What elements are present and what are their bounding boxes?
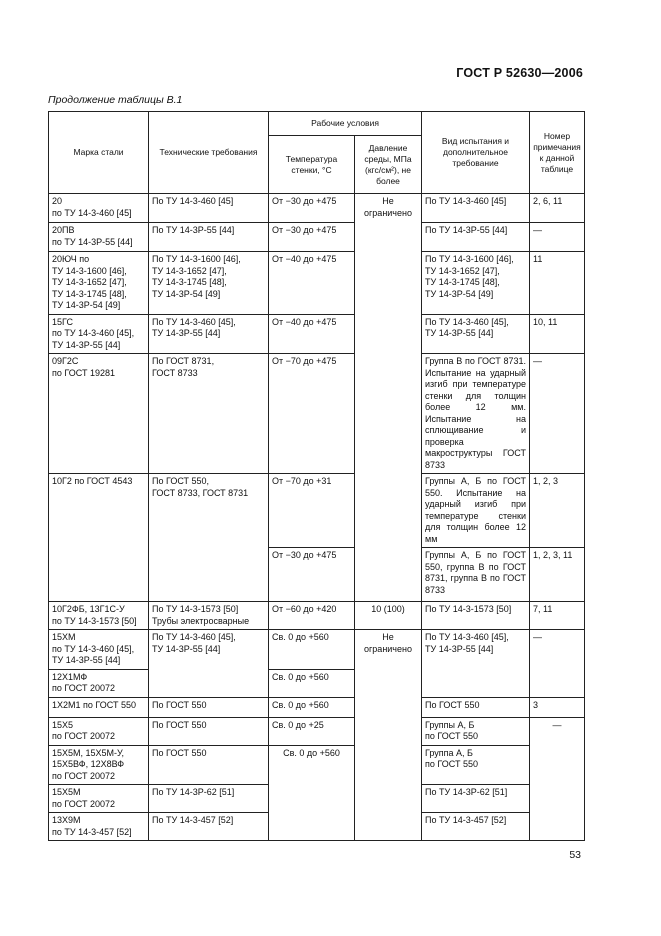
cell-test: По ТУ 14-3Р-62 [51] [422,785,530,813]
cell-pressure-merged: Не ограничено [355,630,422,841]
document-id: ГОСТ Р 52630—2006 [456,66,583,80]
cell-grade: 15ГС по ТУ 14-3-460 [45], ТУ 14-3Р-55 [44] [49,314,149,354]
table-row [49,745,585,785]
cell-grade: 12Х1МФ по ГОСТ 20072 [49,669,149,697]
cell-test: Группы А, Б по ГОСТ 550 [422,717,530,745]
cell-temp: От −70 до +31 [269,474,355,548]
cell-grade: 15Х5М, 15Х5М-У, 15Х5ВФ, 12Х8ВФ по ГОСТ 20072 [49,745,149,785]
cell-test: По ТУ 14-3-460 [45], ТУ 14-3Р-55 [44] [422,630,530,698]
cell-test: Группа А, Б по ГОСТ 550 [422,745,530,785]
header-test-type: Вид испытания и дополнительное требование [422,112,530,194]
cell-tech: По ТУ 14-3Р-55 [44] [149,223,269,252]
cell-test: Группы А, Б по ГОСТ 550. Испытание на ударный изгиб при температуре стенки для толщин более 12 мм [422,474,530,548]
cell-note: 10, 11 [530,314,585,354]
cell-temp: Св. 0 до +560 [269,697,355,717]
cell-note: 11 [530,252,585,315]
cell-test: По ТУ 14-3Р-55 [44] [422,223,530,252]
table-row [49,697,585,717]
header-work-conditions: Рабочие условия [269,112,422,136]
header-pressure: Давление среды, МПа (кгс/см²), не более [355,136,422,194]
cell-temp: От −40 до +475 [269,314,355,354]
cell-tech: По ТУ 14-3-460 [45], ТУ 14-3Р-55 [44] [149,314,269,354]
cell-grade: 1Х2М1 по ГОСТ 550 [49,697,149,717]
cell-grade: 15Х5М по ГОСТ 20072 [49,785,149,813]
cell-grade: 10Г2 по ГОСТ 4543 [49,474,149,602]
header-tech-requirements: Технические требования [149,112,269,194]
cell-test: Группа В по ГОСТ 8731. Испытание на ударный изгиб при температуре стенки для толщин более 12 мм. Испытание на сплющивание и проверка макроструктуры ГОСТ 8733 [422,354,530,474]
cell-note: 1, 2, 3, 11 [530,548,585,602]
table-caption: Продолжение таблицы В.1 [48,94,183,106]
cell-note-merged: — [530,717,585,841]
cell-tech: По ТУ 14-3-457 [52] [149,813,269,841]
cell-note: 7, 11 [530,602,585,630]
table-row [49,252,585,315]
cell-temp: От −70 до +475 [269,354,355,474]
cell-tech: По ТУ 14-3Р-62 [51] [149,785,269,813]
cell-temp: От −30 до +475 [269,548,355,602]
cell-temp: От −30 до +475 [269,223,355,252]
cell-note: — [530,630,585,698]
cell-grade: 20 по ТУ 14-3-460 [45] [49,194,149,223]
cell-note: — [530,223,585,252]
cell-tech: По ГОСТ 550, ГОСТ 8733, ГОСТ 8731 [149,474,269,602]
cell-temp: От −60 до +420 [269,602,355,630]
cell-temp: Св. 0 до +25 [269,717,355,745]
page-number: 53 [569,849,581,861]
cell-note: 3 [530,697,585,717]
cell-pressure-merged: Не ограничено [355,194,422,602]
cell-tech: По ТУ 14-3-1573 [50] Трубы электросварные [149,602,269,630]
cell-grade: 13Х9М по ТУ 14-3-457 [52] [49,813,149,841]
cell-grade: 15Х5 по ГОСТ 20072 [49,717,149,745]
cell-temp: От −40 до +475 [269,252,355,315]
cell-test: По ГОСТ 550 [422,697,530,717]
cell-grade: 20ЮЧ по ТУ 14-3-1600 [46], ТУ 14-3-1652 [47], ТУ 14-3-1745 [48], ТУ 14-3Р-54 [49] [49,252,149,315]
cell-test: По ТУ 14-3-460 [45], ТУ 14-3Р-55 [44] [422,314,530,354]
cell-note: — [530,354,585,474]
cell-grade: 15ХМ по ТУ 14-3-460 [45], ТУ 14-3Р-55 [44] [49,630,149,670]
cell-grade: 20ПВ по ТУ 14-3Р-55 [44] [49,223,149,252]
cell-tech: По ГОСТ 550 [149,717,269,745]
table-row [49,474,585,548]
cell-tech: По ТУ 14-3-460 [45], ТУ 14-3Р-55 [44] [149,630,269,698]
cell-temp: Св. 0 до +560 [269,630,355,670]
cell-temp: Св. 0 до +560 [269,669,355,697]
cell-tech: По ГОСТ 550 [149,745,269,785]
cell-test: По ТУ 14-3-460 [45] [422,194,530,223]
table-row [49,354,585,474]
table-row [49,630,585,670]
header-temperature: Температура стенки, °С [269,136,355,194]
steel-pipes-table [48,111,585,841]
cell-test: По ТУ 14-3-1573 [50] [422,602,530,630]
cell-grade: 09Г2С по ГОСТ 19281 [49,354,149,474]
cell-temp: Св. 0 до +560 [269,745,355,841]
table-row [49,314,585,354]
cell-test: Группы А, Б по ГОСТ 550, группа В по ГОСТ 8731, группа В по ГОСТ 8733 [422,548,530,602]
table-row [49,223,585,252]
cell-note: 2, 6, 11 [530,194,585,223]
table-row [49,194,585,223]
table-row [49,717,585,745]
table-row [49,602,585,630]
cell-tech: По ТУ 14-3-460 [45] [149,194,269,223]
cell-tech: По ГОСТ 8731, ГОСТ 8733 [149,354,269,474]
header-steel-grade: Марка стали [49,112,149,194]
cell-temp: От −30 до +475 [269,194,355,223]
cell-note: 1, 2, 3 [530,474,585,548]
cell-tech: По ГОСТ 550 [149,697,269,717]
cell-grade: 10Г2ФБ, 13Г1С-У по ТУ 14-3-1573 [50] [49,602,149,630]
header-note-number: Номер примечания к данной таблице [530,112,585,194]
cell-tech: По ТУ 14-3-1600 [46], ТУ 14-3-1652 [47], ТУ 14-3-1745 [48], ТУ 14-3Р-54 [49] [149,252,269,315]
cell-test: По ТУ 14-3-457 [52] [422,813,530,841]
cell-pressure: 10 (100) [355,602,422,630]
cell-test: По ТУ 14-3-1600 [46], ТУ 14-3-1652 [47], ТУ 14-3-1745 [48], ТУ 14-3Р-54 [49] [422,252,530,315]
